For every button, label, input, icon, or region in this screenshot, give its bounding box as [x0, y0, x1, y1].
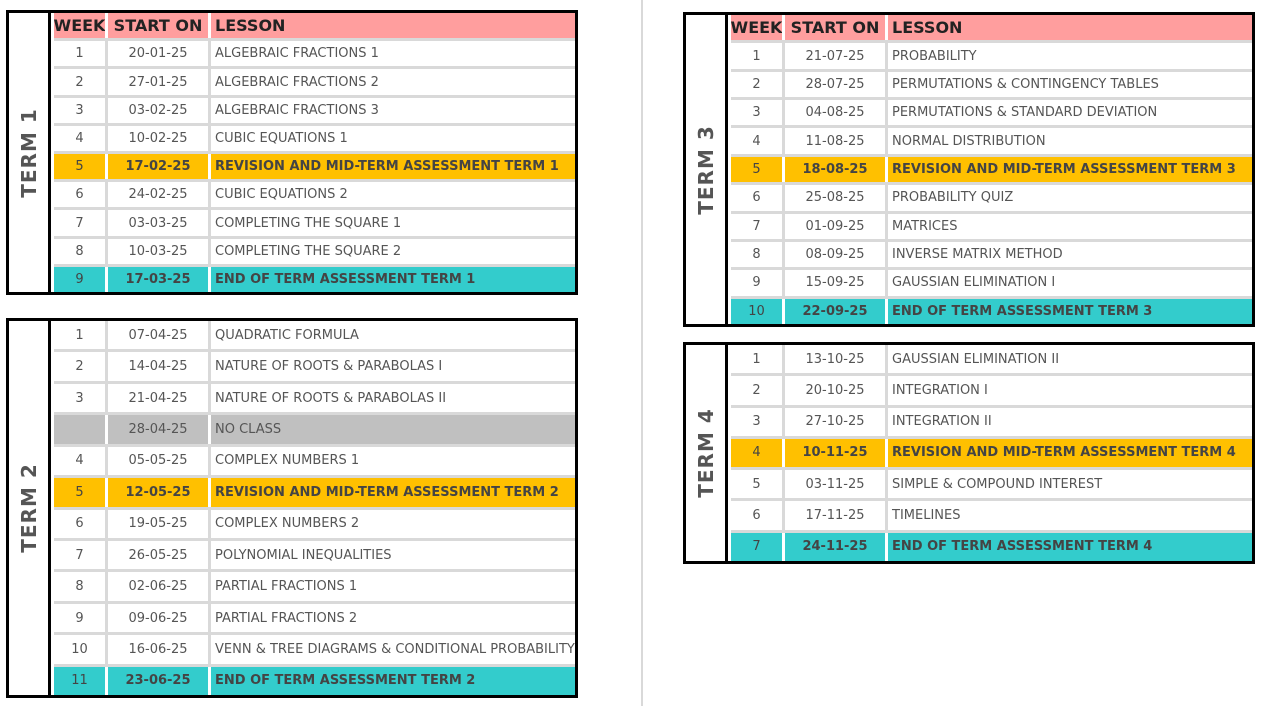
date-cell: 04-08-25: [785, 100, 888, 125]
table-row: [731, 43, 1252, 71]
term-3-table: [683, 12, 1255, 327]
date-cell: 10-11-25: [785, 439, 888, 467]
week-cell: 9: [54, 604, 108, 632]
date-cell: 10-02-25: [108, 126, 211, 151]
date-cell: 10-03-25: [108, 239, 211, 264]
lesson-cell: ALGEBRAIC FRACTIONS 2: [215, 74, 379, 90]
table-row: [731, 345, 1252, 376]
table-row: [731, 270, 1252, 298]
table-row: [54, 604, 575, 635]
date-cell: 27-10-25: [785, 408, 888, 436]
table-row: [54, 98, 575, 126]
table-row: [731, 185, 1252, 213]
date-cell: 03-11-25: [785, 470, 888, 498]
lesson-cell: END OF TERM ASSESSMENT TERM 3: [892, 303, 1153, 319]
term-4-table: [683, 342, 1255, 564]
date-cell: 21-07-25: [785, 43, 888, 68]
date-cell: 13-10-25: [785, 345, 888, 373]
date-cell: 20-01-25: [108, 41, 211, 66]
lesson-cell: MATRICES: [892, 218, 958, 234]
date-cell: 20-10-25: [785, 376, 888, 404]
week-cell: 8: [54, 239, 108, 264]
week-cell: 3: [54, 98, 108, 123]
table-row: [54, 210, 575, 238]
week-cell: 1: [54, 321, 108, 349]
date-cell: 14-04-25: [108, 352, 211, 380]
table-row: [731, 214, 1252, 242]
date-cell: 23-06-25: [108, 667, 211, 695]
week-cell: 6: [54, 510, 108, 538]
term-2-label: TERM 2: [9, 321, 51, 695]
date-cell: 12-05-25: [108, 478, 211, 506]
table-row: [731, 72, 1252, 100]
lesson-cell: END OF TERM ASSESSMENT TERM 4: [892, 539, 1153, 555]
lesson-cell: COMPLETING THE SQUARE 2: [215, 243, 402, 259]
table-row: [54, 510, 575, 541]
term-4-label: TERM 4: [686, 345, 728, 561]
date-cell: 17-11-25: [785, 501, 888, 529]
lesson-cell: COMPLETING THE SQUARE 1: [215, 215, 402, 231]
lesson-cell: INVERSE MATRIX METHOD: [892, 247, 1063, 263]
date-cell: 25-08-25: [785, 185, 888, 210]
date-cell: 01-09-25: [785, 214, 888, 239]
date-cell: 11-08-25: [785, 128, 888, 153]
date-cell: 15-09-25: [785, 270, 888, 295]
week-cell: 4: [54, 447, 108, 475]
table-row: [731, 501, 1252, 532]
date-cell: 21-04-25: [108, 384, 211, 412]
mid-term-row: [54, 478, 575, 509]
end-of-term-row: [54, 267, 575, 292]
week-header: WEEK: [731, 15, 785, 40]
date-cell: 27-01-25: [108, 69, 211, 94]
date-cell: 28-07-25: [785, 72, 888, 97]
date-cell: 17-03-25: [108, 267, 211, 292]
date-cell: 03-03-25: [108, 210, 211, 235]
end-of-term-row: [54, 667, 575, 695]
week-cell: 2: [731, 72, 785, 97]
week-cell: 4: [54, 126, 108, 151]
week-cell: 4: [731, 439, 785, 467]
week-cell: 9: [54, 267, 108, 292]
lesson-cell: POLYNOMIAL INEQUALITIES: [215, 547, 392, 563]
lesson-cell: QUADRATIC FORMULA: [215, 327, 359, 343]
date-cell: 03-02-25: [108, 98, 211, 123]
date-cell: 07-04-25: [108, 321, 211, 349]
week-cell: 9: [731, 270, 785, 295]
table-row: [54, 321, 575, 352]
date-cell: 17-02-25: [108, 154, 211, 179]
mid-term-row: [731, 439, 1252, 470]
lesson-cell: PARTIAL FRACTIONS 2: [215, 610, 358, 626]
table-row: [731, 100, 1252, 128]
week-cell: 3: [54, 384, 108, 412]
table-row: [54, 572, 575, 603]
lesson-cell: REVISION AND MID-TERM ASSESSMENT TERM 1: [215, 159, 559, 175]
lesson-cell: VENN & TREE DIAGRAMS & CONDITIONAL PROBABILITY: [215, 641, 575, 657]
lesson-cell: REVISION AND MID-TERM ASSESSMENT TERM 3: [892, 161, 1236, 177]
week-cell: 6: [54, 182, 108, 207]
table-header: [731, 15, 1252, 43]
page-divider: [641, 0, 643, 706]
date-cell: 28-04-25: [108, 415, 211, 443]
week-cell: 4: [731, 128, 785, 153]
mid-term-row: [54, 154, 575, 182]
date-cell: 02-06-25: [108, 572, 211, 600]
week-cell: 1: [731, 345, 785, 373]
week-cell: 3: [731, 100, 785, 125]
end-of-term-row: [731, 299, 1252, 324]
table-row: [54, 384, 575, 415]
week-cell: 5: [731, 470, 785, 498]
date-cell: 22-09-25: [785, 299, 888, 324]
lesson-cell: REVISION AND MID-TERM ASSESSMENT TERM 2: [215, 484, 559, 500]
week-cell: 7: [731, 533, 785, 561]
term-1-label: TERM 1: [9, 13, 51, 292]
week-cell: 2: [54, 352, 108, 380]
date-cell: 18-08-25: [785, 157, 888, 182]
date-cell: 16-06-25: [108, 635, 211, 663]
week-cell: 7: [54, 541, 108, 569]
lesson-cell: END OF TERM ASSESSMENT TERM 2: [215, 673, 476, 689]
table-row: [54, 126, 575, 154]
no-class-row: [54, 415, 575, 446]
week-cell: 3: [731, 408, 785, 436]
lesson-cell: CUBIC EQUATIONS 2: [215, 187, 348, 203]
table-row: [54, 352, 575, 383]
end-of-term-row: [731, 533, 1252, 561]
start-on-header: START ON: [785, 15, 888, 40]
week-cell: 7: [731, 214, 785, 239]
week-cell: 5: [731, 157, 785, 182]
week-cell: 6: [731, 185, 785, 210]
table-row: [731, 128, 1252, 156]
table-row: [54, 541, 575, 572]
lesson-cell: ALGEBRAIC FRACTIONS 3: [215, 102, 379, 118]
week-cell: 8: [731, 242, 785, 267]
table-row: [54, 41, 575, 69]
lesson-cell: REVISION AND MID-TERM ASSESSMENT TERM 4: [892, 445, 1236, 461]
table-row: [54, 182, 575, 210]
week-cell: 6: [731, 501, 785, 529]
table-row: [731, 408, 1252, 439]
term-2-table: [6, 318, 578, 698]
term-1-table: [6, 10, 578, 295]
week-cell: 8: [54, 572, 108, 600]
date-cell: 08-09-25: [785, 242, 888, 267]
week-cell: 2: [731, 376, 785, 404]
mid-term-row: [731, 157, 1252, 185]
week-header: WEEK: [54, 13, 108, 38]
lesson-cell: TIMELINES: [892, 508, 961, 524]
table-row: [54, 239, 575, 267]
week-cell: 10: [731, 299, 785, 324]
lesson-cell: SIMPLE & COMPOUND INTEREST: [892, 476, 1103, 492]
week-cell: 11: [54, 667, 108, 695]
week-cell: 5: [54, 154, 108, 179]
lesson-cell: NATURE OF ROOTS & PARABOLAS II: [215, 390, 447, 406]
lesson-cell: NATURE OF ROOTS & PARABOLAS I: [215, 359, 443, 375]
week-cell: 5: [54, 478, 108, 506]
date-cell: 24-11-25: [785, 533, 888, 561]
lesson-cell: INTEGRATION II: [892, 414, 992, 430]
lesson-header: LESSON: [215, 16, 286, 36]
table-row: [731, 470, 1252, 501]
date-cell: 05-05-25: [108, 447, 211, 475]
date-cell: 19-05-25: [108, 510, 211, 538]
week-cell: 1: [54, 41, 108, 66]
lesson-cell: INTEGRATION I: [892, 382, 988, 398]
table-row: [54, 69, 575, 97]
week-cell: 2: [54, 69, 108, 94]
week-cell: [54, 415, 108, 443]
lesson-cell: GAUSSIAN ELIMINATION I: [892, 275, 1056, 291]
date-cell: 24-02-25: [108, 182, 211, 207]
lesson-cell: PROBABILITY QUIZ: [892, 190, 1014, 206]
week-cell: 1: [731, 43, 785, 68]
lesson-cell: PERMUTATIONS & STANDARD DEVIATION: [892, 105, 1158, 121]
table-row: [731, 242, 1252, 270]
lesson-cell: ALGEBRAIC FRACTIONS 1: [215, 46, 379, 62]
lesson-cell: CUBIC EQUATIONS 1: [215, 130, 348, 146]
table-header: [54, 13, 575, 41]
lesson-cell: COMPLEX NUMBERS 2: [215, 516, 360, 532]
date-cell: 26-05-25: [108, 541, 211, 569]
lesson-cell: END OF TERM ASSESSMENT TERM 1: [215, 271, 476, 287]
lesson-header: LESSON: [892, 18, 963, 38]
table-row: [54, 635, 575, 666]
date-cell: 09-06-25: [108, 604, 211, 632]
week-cell: 10: [54, 635, 108, 663]
lesson-cell: PARTIAL FRACTIONS 1: [215, 579, 358, 595]
lesson-cell: GAUSSIAN ELIMINATION II: [892, 351, 1060, 367]
table-row: [54, 447, 575, 478]
start-on-header: START ON: [108, 13, 211, 38]
lesson-cell: COMPLEX NUMBERS 1: [215, 453, 360, 469]
table-row: [731, 376, 1252, 407]
lesson-cell: PERMUTATIONS & CONTINGENCY TABLES: [892, 76, 1159, 92]
lesson-cell: NORMAL DISTRIBUTION: [892, 133, 1046, 149]
lesson-cell: NO CLASS: [215, 421, 282, 437]
term-3-label: TERM 3: [686, 15, 728, 324]
lesson-cell: PROBABILITY: [892, 48, 977, 64]
week-cell: 7: [54, 210, 108, 235]
